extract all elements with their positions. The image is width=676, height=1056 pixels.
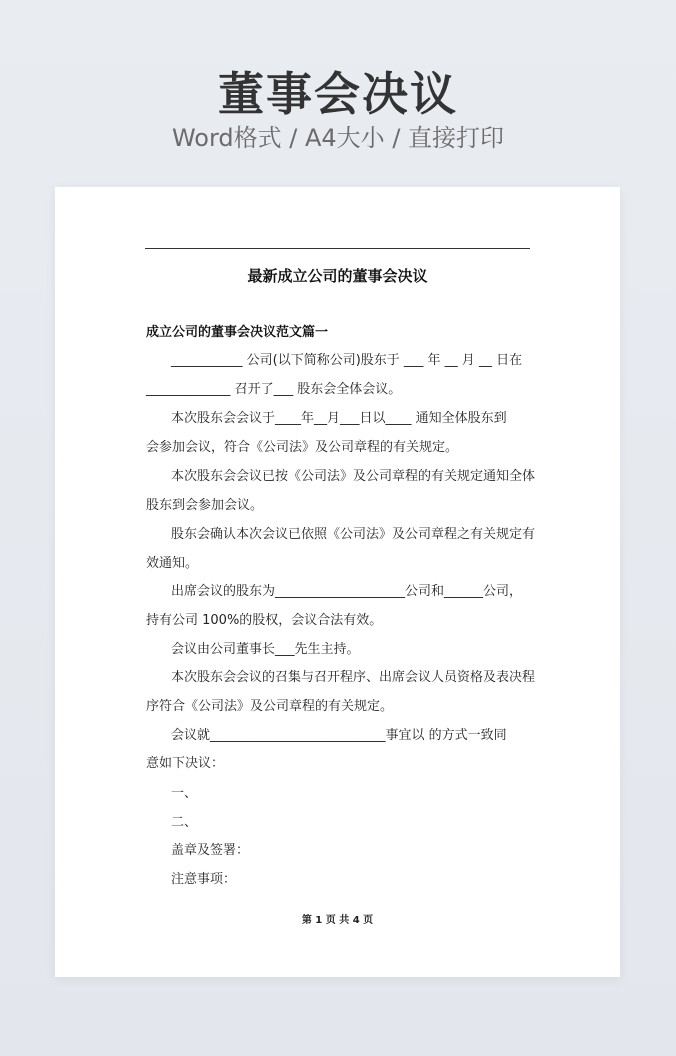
body-line: 意如下决议： bbox=[146, 756, 225, 771]
document-title: 最新成立公司的董事会决议 bbox=[247, 267, 428, 285]
top-rule bbox=[145, 248, 530, 249]
body-line: 本次股东会会议于____年__月___日以____ 通知全体股东到 bbox=[171, 411, 507, 426]
body-line: 会议由公司董事长___先生主持。 bbox=[171, 642, 360, 657]
section-heading: 成立公司的董事会决议范文篇一 bbox=[146, 325, 329, 340]
body-line: 注意事项： bbox=[171, 872, 237, 887]
body-line: 本次股东会会议已按《公司法》及公司章程的有关规定通知全体 bbox=[171, 469, 536, 484]
body-line: 一、 bbox=[171, 786, 198, 801]
body-line: 效通知。 bbox=[146, 556, 199, 571]
body-line: 会议就___________________________事宜以 的方式一致同 bbox=[171, 728, 507, 743]
body-line: 盖章及签署： bbox=[171, 843, 250, 858]
body-line: ___________ 公司(以下简称公司)股东于 ___ 年 __ 月 __ 日在 bbox=[171, 353, 523, 368]
body-line: 股东到会参加会议。 bbox=[146, 498, 264, 513]
page-footer: 第 1 页 共 4 页 bbox=[301, 915, 374, 926]
document-page bbox=[55, 187, 620, 977]
body-line: 出席会议的股东为____________________公司和______公司， bbox=[171, 584, 523, 599]
header-title: 董事会决议 bbox=[218, 67, 458, 121]
body-line: 持有公司 100%的股权，会议合法有效。 bbox=[146, 613, 383, 628]
body-line: 序符合《公司法》及公司章程的有关规定。 bbox=[146, 699, 394, 714]
header-subtitle: Word格式 / A4大小 / 直接打印 bbox=[171, 124, 505, 152]
body-line: 二、 bbox=[171, 815, 198, 830]
body-line: 本次股东会会议的召集与召开程序、出席会议人员资格及表决程 bbox=[171, 670, 536, 685]
body-line: 会参加会议，符合《公司法》及公司章程的有关规定。 bbox=[146, 440, 459, 455]
body-line: 股东会确认本次会议已依照《公司法》及公司章程之有关规定有 bbox=[171, 527, 536, 542]
body-line: _____________ 召开了___ 股东会全体会议。 bbox=[146, 382, 402, 397]
